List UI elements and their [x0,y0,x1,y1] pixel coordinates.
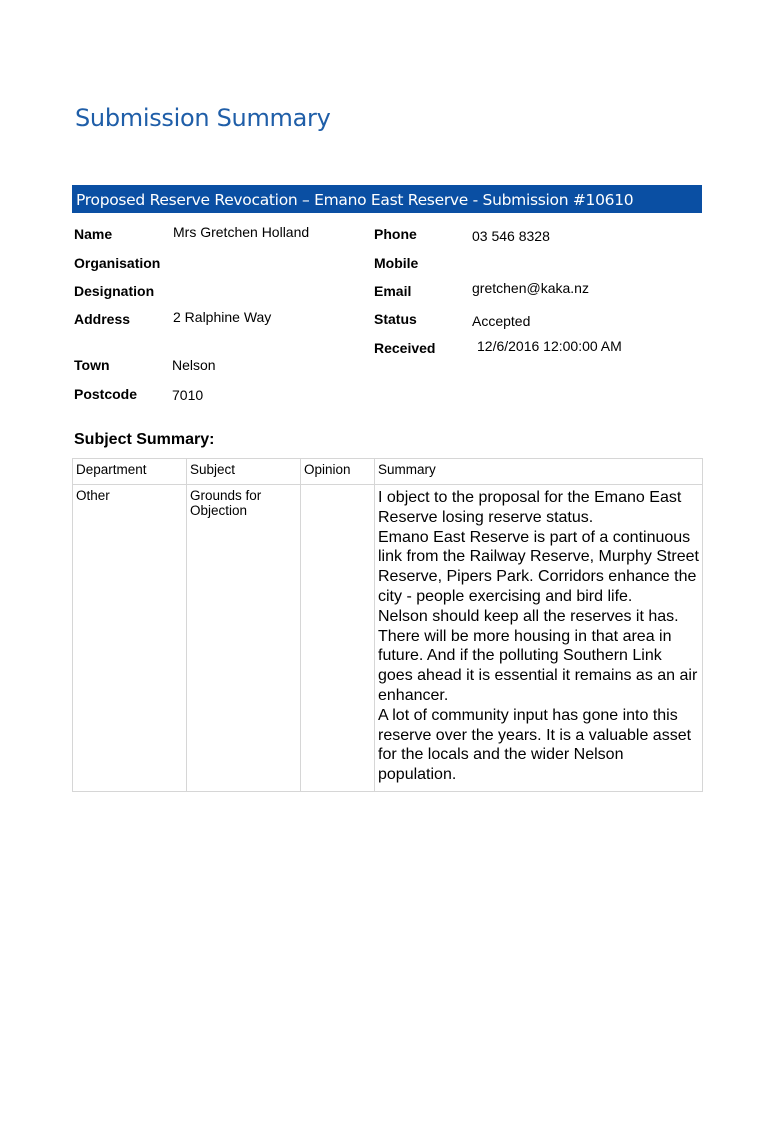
designation-label: Designation [74,283,155,299]
subject-cell: Grounds for Objection [187,485,301,792]
subject-summary-table [72,458,703,792]
postcode-label: Postcode [74,386,138,402]
organisation-label: Organisation [74,255,161,271]
submission-banner: Proposed Reserve Revocation – Emano East Reserve - Submission #10610 [72,185,702,213]
column-header-subject: Subject [187,459,301,485]
summary-cell: I object to the proposal for the Emano East Reserve losing reserve status. Emano East Reserve is part of a continuous link from the Railway Reserve, Murphy Street Reserve, Pipers Park. Corridors enhance the city - people exercising and bird life. Nelson should keep all the reserves it has. There will be more housing in that area in future. And if the polluting Southern Link goes ahead it is essential it remains as an air enhancer. A lot of community input has gone into this reserve over the years. It is a valuable asset for the locals and the wider Nelson population. [375,485,703,792]
received-value: 12/6/2016 12:00:00 AM [477,338,622,354]
address-value: 2 Ralphine Way [173,309,272,325]
department-cell: Other [73,485,187,792]
mobile-label: Mobile [374,255,419,271]
table-header-row [73,459,703,485]
name-value: Mrs Gretchen Holland [173,224,310,240]
phone-value: 03 546 8328 [472,228,550,244]
address-label: Address [74,311,131,327]
phone-label: Phone [374,226,417,242]
name-label: Name [74,226,113,242]
town-label: Town [74,357,110,373]
subject-summary-heading: Subject Summary: [74,431,215,448]
column-header-summary: Summary [375,459,703,485]
table-row [73,485,703,792]
received-label: Received [374,340,436,356]
status-value: Accepted [472,313,531,329]
postcode-value: 7010 [172,387,204,403]
column-header-opinion: Opinion [301,459,375,485]
page-title: Submission Summary [75,104,331,132]
email-label: Email [374,283,412,299]
column-header-department: Department [73,459,187,485]
town-value: Nelson [172,357,216,373]
email-value: gretchen@kaka.nz [472,280,589,296]
status-label: Status [374,311,417,327]
opinion-cell [301,485,375,792]
